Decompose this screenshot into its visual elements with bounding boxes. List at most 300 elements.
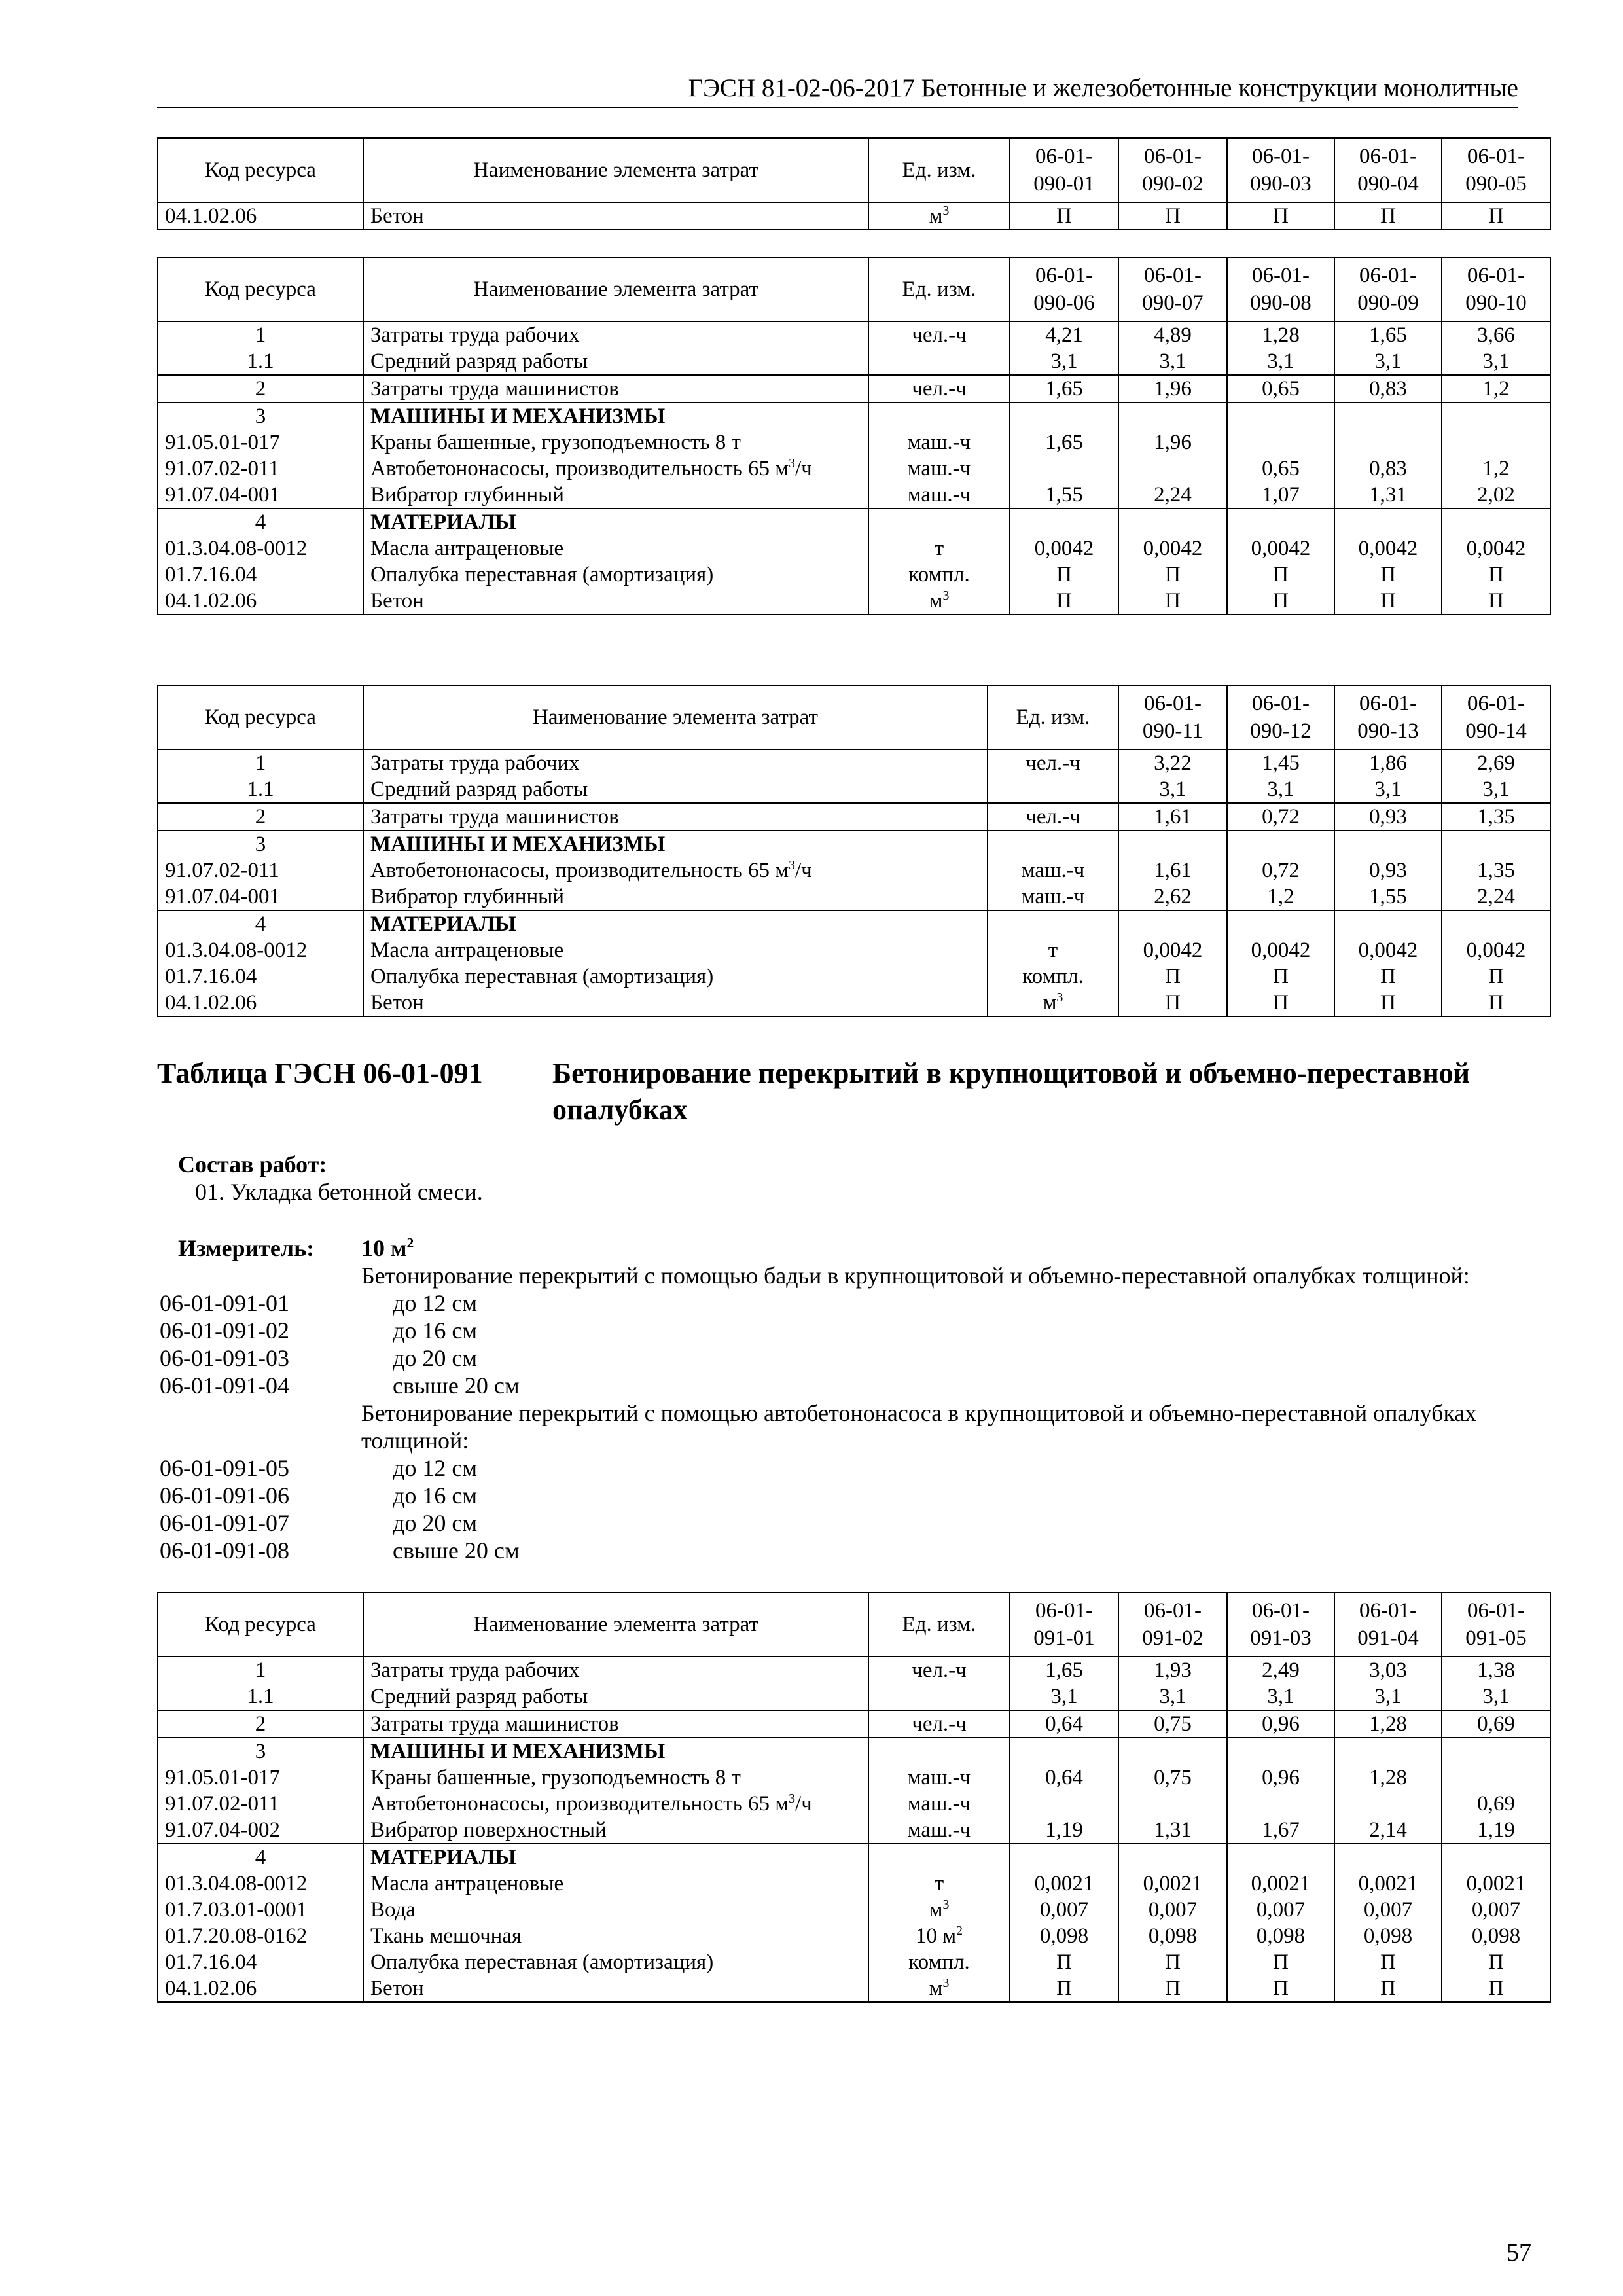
unit: маш.-ч xyxy=(868,456,1010,482)
rate-value: 0,83 xyxy=(1334,456,1442,482)
header-rate-code: 06-01- 090-11 xyxy=(1118,685,1227,749)
table-row xyxy=(158,857,1550,884)
rate-value: П xyxy=(1227,990,1334,1016)
unit: $м^3$ xyxy=(868,202,1010,230)
rate-value: 0,098 xyxy=(1227,1923,1334,1949)
rate-value: 2,24 xyxy=(1442,884,1550,910)
rate-value: 0,098 xyxy=(1118,1923,1227,1949)
rate-value: П xyxy=(1118,963,1227,990)
rate-value xyxy=(1118,1791,1227,1817)
cost-element-name: Бетон xyxy=(363,990,988,1016)
table-row xyxy=(158,321,1550,348)
cost-element-name: Бетон xyxy=(363,1975,868,2002)
header-rate-code: 06-01- 090-06 xyxy=(1010,257,1118,321)
rate-value: 0,0042 xyxy=(1442,535,1550,562)
resource-code: 01.3.04.08-0012 xyxy=(158,1871,363,1897)
table-row xyxy=(158,803,1550,831)
header-rate-code: 06-01- 090-03 xyxy=(1227,138,1334,202)
rate-value: П xyxy=(1227,1975,1334,2002)
table-row xyxy=(158,562,1550,588)
rate-value xyxy=(1118,910,1227,937)
header-unit: Ед. изм. xyxy=(868,1592,1010,1657)
header-rate-code: 06-01- 091-01 xyxy=(1010,1592,1118,1657)
cost-element-name: Автобетононасосы, производительность 65 $м^3/ч$ xyxy=(363,456,868,482)
unit: маш.-ч xyxy=(988,884,1118,910)
rate-value: 0,098 xyxy=(1442,1923,1550,1949)
rate-value xyxy=(1010,456,1118,482)
unit: чел.-ч xyxy=(868,1657,1010,1683)
cost-element-name: Бетон xyxy=(363,202,868,230)
rate-value xyxy=(1334,831,1442,857)
rate-value: 1,19 xyxy=(1442,1817,1550,1844)
group1-item-text: до 12 см xyxy=(393,1290,478,1316)
header-rate-code: 06-01- 090-09 xyxy=(1334,257,1442,321)
resource-code: 3 xyxy=(158,403,363,429)
header-unit: Ед. изм. xyxy=(868,138,1010,202)
rate-value xyxy=(1334,1844,1442,1871)
table-title: Бетонирование перекрытий в крупнощитовой и объемно-переставной опалубках xyxy=(552,1057,1471,1126)
cost-element-name: Опалубка переставная (амортизация) xyxy=(363,963,988,990)
header-code: Код ресурса xyxy=(158,1592,363,1657)
table-row xyxy=(158,403,1550,429)
rate-value: 3,1 xyxy=(1010,348,1118,375)
rate-value: П xyxy=(1118,562,1227,588)
cost-element-name: Вода xyxy=(363,1897,868,1923)
group1-item-code: 06-01-091-03 xyxy=(160,1345,289,1371)
cost-element-name: Средний разряд работы xyxy=(363,1683,868,1710)
rate-value: 0,93 xyxy=(1334,857,1442,884)
resource-code: 2 xyxy=(158,375,363,403)
resource-code: 4 xyxy=(158,1844,363,1871)
cost-element-name: Краны башенные, грузоподъемность 8 т xyxy=(363,429,868,456)
rate-value: 3,1 xyxy=(1442,776,1550,803)
rate-value: 0,007 xyxy=(1227,1897,1334,1923)
rate-value: П xyxy=(1227,202,1334,230)
rate-value: 0,83 xyxy=(1334,375,1442,403)
rate-value: 1,35 xyxy=(1442,857,1550,884)
unit: $м^3$ xyxy=(868,1975,1010,2002)
rate-value xyxy=(1227,1844,1334,1871)
running-header: ГЭСН 81-02-06-2017 Бетонные и железобетонные конструкции монолитные xyxy=(157,73,1518,108)
rate-value: П xyxy=(1010,562,1118,588)
header-rate-code: 06-01- 091-04 xyxy=(1334,1592,1442,1657)
rate-value xyxy=(1334,910,1442,937)
rate-value: П xyxy=(1010,588,1118,615)
rate-value: 1,31 xyxy=(1334,482,1442,509)
unit: маш.-ч xyxy=(868,429,1010,456)
rate-value: П xyxy=(1227,963,1334,990)
resource-code: 01.3.04.08-0012 xyxy=(158,535,363,562)
rate-value: П xyxy=(1118,1949,1227,1975)
header-rate-code: 06-01- 091-02 xyxy=(1118,1592,1227,1657)
unit: маш.-ч xyxy=(868,1817,1010,1844)
resource-code: 1 xyxy=(158,321,363,348)
rate-value: 0,65 xyxy=(1227,375,1334,403)
rate-value: 4,21 xyxy=(1010,321,1118,348)
rate-value: 0,0042 xyxy=(1334,535,1442,562)
work-composition-label: Состав работ: xyxy=(178,1151,327,1177)
header-rate-code: 06-01- 091-03 xyxy=(1227,1592,1334,1657)
rate-value: 1,2 xyxy=(1442,456,1550,482)
unit: чел.-ч xyxy=(868,1710,1010,1738)
resource-code: 91.05.01-017 xyxy=(158,1765,363,1791)
resource-code: 1.1 xyxy=(158,1683,363,1710)
header-rate-code: 06-01- 090-13 xyxy=(1334,685,1442,749)
rate-value xyxy=(1010,509,1118,535)
resource-code: 1 xyxy=(158,749,363,776)
table-row xyxy=(158,1923,1550,1949)
unit xyxy=(868,348,1010,375)
group1-item-text: до 16 см xyxy=(393,1318,478,1344)
header-rate-code: 06-01- 090-12 xyxy=(1227,685,1334,749)
rate-value: 2,69 xyxy=(1442,749,1550,776)
cost-element-name: МАШИНЫ И МЕХАНИЗМЫ xyxy=(363,831,988,857)
rate-value: П xyxy=(1118,1975,1227,2002)
rate-value: 0,007 xyxy=(1010,1897,1118,1923)
resource-code: 4 xyxy=(158,509,363,535)
resource-code: 04.1.02.06 xyxy=(158,202,363,230)
header-name: Наименование элемента затрат xyxy=(363,138,868,202)
rate-value xyxy=(1227,1791,1334,1817)
header-rate-code: 06-01- 090-14 xyxy=(1442,685,1550,749)
rate-value xyxy=(1227,429,1334,456)
unit: 10 $м^2$ xyxy=(868,1923,1010,1949)
group1-item-text: свыше 20 см xyxy=(393,1372,520,1399)
unit xyxy=(868,1844,1010,1871)
resource-code: 91.07.04-001 xyxy=(158,482,363,509)
group2-item-code: 06-01-091-05 xyxy=(160,1455,289,1481)
unit: чел.-ч xyxy=(868,375,1010,403)
rate-value: 1,96 xyxy=(1118,375,1227,403)
measure-value-number: 10 м xyxy=(361,1235,407,1261)
rate-value: 1,65 xyxy=(1010,375,1118,403)
rate-value: 1,28 xyxy=(1334,1765,1442,1791)
rate-value: 0,0021 xyxy=(1227,1871,1334,1897)
resource-code: 04.1.02.06 xyxy=(158,588,363,615)
table-header-row xyxy=(158,138,1550,202)
header-rate-code: 06-01- 090-07 xyxy=(1118,257,1227,321)
table-row xyxy=(158,1949,1550,1975)
rate-value: П xyxy=(1334,1975,1442,2002)
rate-value: П xyxy=(1442,202,1550,230)
rate-value: 0,0042 xyxy=(1442,937,1550,963)
rate-value: П xyxy=(1227,588,1334,615)
cost-element-name: Масла антраценовые xyxy=(363,937,988,963)
rate-value: 0,0042 xyxy=(1010,535,1118,562)
unit: чел.-ч xyxy=(988,749,1118,776)
rate-value: 3,1 xyxy=(1442,1683,1550,1710)
rate-value: 1,28 xyxy=(1334,1710,1442,1738)
rate-value: 1,96 xyxy=(1118,429,1227,456)
header-rate-code: 06-01- 090-05 xyxy=(1442,138,1550,202)
resource-code: 91.07.02-011 xyxy=(158,1791,363,1817)
table-header-row xyxy=(158,1592,1550,1657)
rate-value: 3,66 xyxy=(1442,321,1550,348)
header-name: Наименование элемента затрат xyxy=(363,257,868,321)
rate-value: 3,1 xyxy=(1227,776,1334,803)
rate-value xyxy=(1010,1738,1118,1765)
table-row xyxy=(158,588,1550,615)
header-rate-code: 06-01- 090-08 xyxy=(1227,257,1334,321)
group2-item-code: 06-01-091-08 xyxy=(160,1537,289,1564)
group1-item-code: 06-01-091-04 xyxy=(160,1372,289,1399)
rate-value: 1,45 xyxy=(1227,749,1334,776)
group1-item-code: 06-01-091-01 xyxy=(160,1290,289,1316)
table-row xyxy=(158,1710,1550,1738)
rate-value: 4,89 xyxy=(1118,321,1227,348)
header-code: Код ресурса xyxy=(158,138,363,202)
rate-value: П xyxy=(1227,1949,1334,1975)
cost-element-name: Затраты труда рабочих xyxy=(363,749,988,776)
rate-value: П xyxy=(1334,990,1442,1016)
rate-value xyxy=(1118,831,1227,857)
header-name: Наименование элемента затрат xyxy=(363,1592,868,1657)
table-row xyxy=(158,1738,1550,1765)
table-row xyxy=(158,963,1550,990)
group1-description: Бетонирование перекрытий с помощью бадьи в крупнощитовой и объемно-переставной опалубках толщиной: xyxy=(361,1263,1470,1289)
resource-code: 3 xyxy=(158,831,363,857)
cost-element-name: МАТЕРИАЛЫ xyxy=(363,509,868,535)
cost-element-name: Ткань мешочная xyxy=(363,1923,868,1949)
rate-value: 1,35 xyxy=(1442,803,1550,831)
rate-value: 3,1 xyxy=(1334,1683,1442,1710)
rate-value xyxy=(1442,1765,1550,1791)
rate-value: 0,72 xyxy=(1227,803,1334,831)
group2-item-text: до 16 см xyxy=(393,1482,478,1509)
unit: $м^3$ xyxy=(868,588,1010,615)
rate-value: 1,38 xyxy=(1442,1657,1550,1683)
rate-value: 1,55 xyxy=(1334,884,1442,910)
header-code: Код ресурса xyxy=(158,685,363,749)
cost-element-name: Затраты труда машинистов xyxy=(363,375,868,403)
table-row xyxy=(158,456,1550,482)
rate-value: 0,69 xyxy=(1442,1710,1550,1738)
table-header-row xyxy=(158,685,1550,749)
cost-element-name: МАШИНЫ И МЕХАНИЗМЫ xyxy=(363,1738,868,1765)
group1-item-code: 06-01-091-02 xyxy=(160,1318,289,1344)
table-row xyxy=(158,1817,1550,1844)
rate-value: 0,0042 xyxy=(1227,535,1334,562)
cost-element-name: Средний разряд работы xyxy=(363,348,868,375)
measure-value-sup: 2 xyxy=(406,1235,414,1251)
table-row xyxy=(158,1657,1550,1683)
rate-value: П xyxy=(1334,963,1442,990)
rate-value: 0,64 xyxy=(1010,1765,1118,1791)
unit xyxy=(988,776,1118,803)
rate-value xyxy=(1118,1844,1227,1871)
resource-code: 01.7.20.08-0162 xyxy=(158,1923,363,1949)
unit: компл. xyxy=(868,1949,1010,1975)
header-name: Наименование элемента затрат xyxy=(363,685,988,749)
header-code: Код ресурса xyxy=(158,257,363,321)
rate-value xyxy=(1442,910,1550,937)
table-row xyxy=(158,375,1550,403)
rate-value: 1,31 xyxy=(1118,1817,1227,1844)
table-row xyxy=(158,535,1550,562)
rate-value xyxy=(1227,403,1334,429)
resource-code: 1.1 xyxy=(158,348,363,375)
unit xyxy=(868,1683,1010,1710)
resource-code: 01.7.16.04 xyxy=(158,963,363,990)
resource-code: 01.7.16.04 xyxy=(158,1949,363,1975)
rate-value: 0,0042 xyxy=(1227,937,1334,963)
rate-value: 0,007 xyxy=(1442,1897,1550,1923)
unit: компл. xyxy=(868,562,1010,588)
rate-value: 3,1 xyxy=(1334,348,1442,375)
rate-value: 3,1 xyxy=(1227,348,1334,375)
cost-element-name: Краны башенные, грузоподъемность 8 т xyxy=(363,1765,868,1791)
rate-value xyxy=(1442,403,1550,429)
resource-code: 91.07.02-011 xyxy=(158,456,363,482)
cost-element-name: Опалубка переставная (амортизация) xyxy=(363,562,868,588)
rate-value: 2,14 xyxy=(1334,1817,1442,1844)
rate-value: 0,0042 xyxy=(1334,937,1442,963)
rate-value xyxy=(1442,1844,1550,1871)
header-rate-code: 06-01- 090-04 xyxy=(1334,138,1442,202)
group2-item-code: 06-01-091-07 xyxy=(160,1510,289,1536)
rate-value: 0,0042 xyxy=(1118,937,1227,963)
unit: маш.-ч xyxy=(988,857,1118,884)
rate-value: 3,1 xyxy=(1118,1683,1227,1710)
rate-value: 1,65 xyxy=(1010,429,1118,456)
unit: т xyxy=(868,1871,1010,1897)
cost-element-name: МАТЕРИАЛЫ xyxy=(363,1844,868,1871)
resource-code: 2 xyxy=(158,803,363,831)
rate-value xyxy=(1227,910,1334,937)
rate-value: 1,55 xyxy=(1010,482,1118,509)
header-rate-code: 06-01- 090-01 xyxy=(1010,138,1118,202)
rate-value: П xyxy=(1442,562,1550,588)
rate-value: 0,098 xyxy=(1010,1923,1118,1949)
unit: $м^3$ xyxy=(868,1897,1010,1923)
rate-value xyxy=(1334,403,1442,429)
table-row xyxy=(158,429,1550,456)
group2-item-text: до 20 см xyxy=(393,1510,478,1536)
table-number: Таблица ГЭСН 06-01-091 xyxy=(157,1057,483,1089)
group2-item-text: до 12 см xyxy=(393,1455,478,1481)
rate-value: 0,65 xyxy=(1227,456,1334,482)
rate-value: 3,1 xyxy=(1442,348,1550,375)
rate-value: П xyxy=(1334,588,1442,615)
unit: т xyxy=(988,937,1118,963)
rate-value: 0,0042 xyxy=(1118,535,1227,562)
rate-value: 1,61 xyxy=(1118,803,1227,831)
rate-value: 0,007 xyxy=(1334,1897,1442,1923)
rate-value: 1,2 xyxy=(1442,375,1550,403)
rate-value: 0,098 xyxy=(1334,1923,1442,1949)
cost-element-name: Средний разряд работы xyxy=(363,776,988,803)
resource-code: 04.1.02.06 xyxy=(158,1975,363,2002)
group2-description: Бетонирование перекрытий с помощью автобетононасоса в крупнощитовой и объемно-переставной опалубках толщиной: xyxy=(361,1400,1477,1454)
cost-element-name: Масла антраценовые xyxy=(363,1871,868,1897)
unit: компл. xyxy=(988,963,1118,990)
header-unit: Ед. изм. xyxy=(868,257,1010,321)
rate-value xyxy=(1442,509,1550,535)
table-row xyxy=(158,831,1550,857)
table-row xyxy=(158,910,1550,937)
unit: маш.-ч xyxy=(868,1791,1010,1817)
resource-code: 3 xyxy=(158,1738,363,1765)
unit xyxy=(868,403,1010,429)
resource-code: 1 xyxy=(158,1657,363,1683)
rate-value: 1,2 xyxy=(1227,884,1334,910)
rate-value: 1,67 xyxy=(1227,1817,1334,1844)
rate-value: 1,19 xyxy=(1010,1817,1118,1844)
rate-value: 3,03 xyxy=(1334,1657,1442,1683)
rate-value: 2,49 xyxy=(1227,1657,1334,1683)
group1-item-text: до 20 см xyxy=(393,1345,478,1371)
rate-value: П xyxy=(1118,588,1227,615)
header-unit: Ед. изм. xyxy=(988,685,1118,749)
rate-value: 0,0021 xyxy=(1442,1871,1550,1897)
work-composition-item: 01. Укладка бетонной смеси. xyxy=(195,1179,483,1205)
cost-element-name: Автобетононасосы, производительность 65 $м^3/ч$ xyxy=(363,1791,868,1817)
rate-value: 3,1 xyxy=(1010,1683,1118,1710)
rate-value: 3,1 xyxy=(1334,776,1442,803)
table-row xyxy=(158,749,1550,776)
cost-element-name: МАТЕРИАЛЫ xyxy=(363,910,988,937)
rate-value: П xyxy=(1442,990,1550,1016)
table-row xyxy=(158,348,1550,375)
unit: маш.-ч xyxy=(868,1765,1010,1791)
group2-item-code: 06-01-091-06 xyxy=(160,1482,289,1509)
resource-code: 4 xyxy=(158,910,363,937)
cost-element-name: Масла антраценовые xyxy=(363,535,868,562)
rate-value: 1,65 xyxy=(1010,1657,1118,1683)
table-row xyxy=(158,1765,1550,1791)
table-row xyxy=(158,1871,1550,1897)
table-row xyxy=(158,776,1550,803)
rate-value xyxy=(1334,429,1442,456)
resource-code: 91.05.01-017 xyxy=(158,429,363,456)
rate-value: 0,93 xyxy=(1334,803,1442,831)
rate-value xyxy=(1118,1738,1227,1765)
rate-value: 3,1 xyxy=(1227,1683,1334,1710)
unit xyxy=(868,509,1010,535)
table-row xyxy=(158,1791,1550,1817)
table-row xyxy=(158,509,1550,535)
rate-value: 3,1 xyxy=(1118,348,1227,375)
rate-value: 1,65 xyxy=(1334,321,1442,348)
cost-element-name: Вибратор поверхностный xyxy=(363,1817,868,1844)
rate-value: 3,1 xyxy=(1118,776,1227,803)
rate-value: 0,0021 xyxy=(1334,1871,1442,1897)
rate-value: П xyxy=(1227,562,1334,588)
resource-code: 1.1 xyxy=(158,776,363,803)
rate-value: П xyxy=(1334,202,1442,230)
resource-table-090-06-10 xyxy=(157,257,1551,615)
unit: маш.-ч xyxy=(868,482,1010,509)
rate-value: 1,28 xyxy=(1227,321,1334,348)
table-row xyxy=(158,1975,1550,2002)
unit: чел.-ч xyxy=(988,803,1118,831)
cost-element-name: Затраты труда машинистов xyxy=(363,1710,868,1738)
unit: т xyxy=(868,535,1010,562)
resource-code: 2 xyxy=(158,1710,363,1738)
unit xyxy=(868,1738,1010,1765)
rate-value xyxy=(1118,509,1227,535)
unit: чел.-ч xyxy=(868,321,1010,348)
resource-table-091-01-05 xyxy=(157,1592,1551,2003)
resource-table-090-01-05 xyxy=(157,137,1551,230)
cost-element-name: Бетон xyxy=(363,588,868,615)
rate-value: 0,75 xyxy=(1118,1765,1227,1791)
resource-code: 01.7.16.04 xyxy=(158,562,363,588)
rate-value xyxy=(1010,1791,1118,1817)
cost-element-name: Вибратор глубинный xyxy=(363,884,988,910)
table-row xyxy=(158,1844,1550,1871)
rate-value: 1,61 xyxy=(1118,857,1227,884)
